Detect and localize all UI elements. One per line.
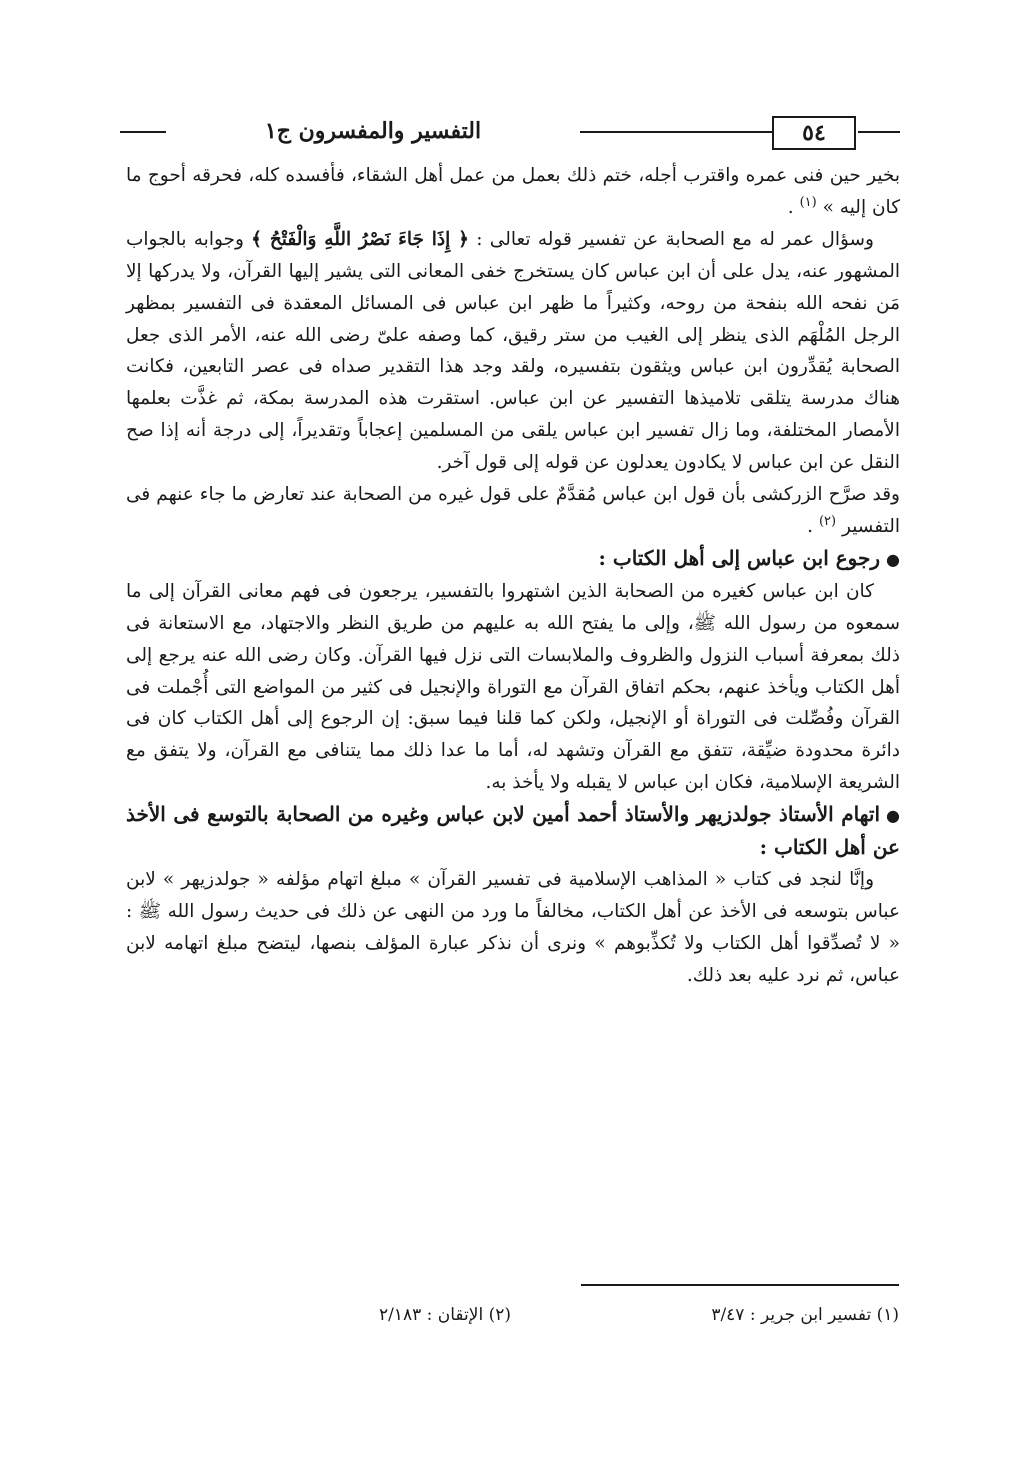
footnote-1: (١) تفسير ابن جرير : ٣/٤٧ [711, 1305, 899, 1325]
footnotes [159, 1300, 899, 1330]
paragraph-3-end: . [807, 515, 814, 537]
running-title: التفسير والمفسرون ج١ [264, 118, 482, 144]
paragraph-3-text: وقد صرَّح الزركشى بأن قول ابن عباس مُقدَّمٌ على قول غيره من الصحابة عند تعارض ما جاء عنهم فى التفسير [126, 484, 900, 537]
section-heading-1 [126, 543, 900, 576]
paragraph-1-text: بخير حين فنى عمره واقترب أجله، ختم ذلك بعمل من عمل أهل الشقاء، فأفسده كله، فحرقه أحوج ما كان إليه » [126, 165, 900, 218]
paragraph-2-rest: وجوابه بالجواب المشهور عنه، يدل على أن ابن عباس كان يستخرج خفى المعانى التى يشير إليها القرآن، ولا يدركها إلا مَن نفحه الله بنفحة من روحه، وكثيراً ما ظهر ابن عباس فى المسائل المعقدة فى التفسير بمظهر الرجل المُلْهَم الذى ينظر إلى الغيب من ستر رقيق، كما وصفه علىّ رضى الله عنه، الأمر الذى جعل الصحابة يُقدِّرون ابن عباس ويثقون بتفسيره، ولقد وجد هذا التقدير صداه فى عصر التابعين، فكانت هناك مدرسة يتلقى تلاميذها التفسير عن ابن عباس. استقرت هذه المدرسة بمكة، ثم غذَّت بعلمها الأمصار المختلفة، وما زال تفسير ابن عباس يلقى من المسلمين إعجاباً وتقديراً، إلى درجة أنه إذا صح النقل عن ابن عباس لا يكادون يعدلون عن قوله إلى قول آخر. [126, 228, 900, 474]
paragraph-1-end: . [787, 196, 794, 218]
paragraph-1 [126, 160, 900, 224]
header-rule-right [858, 131, 900, 133]
paragraph-2 [126, 224, 900, 479]
paragraph-2-start: وسؤال عمر له مع الصحابة عن تفسير قوله تعالى : [476, 228, 874, 250]
section-heading-1-text: رجوع ابن عباس إلى أهل الكتاب : [598, 545, 881, 570]
footnote-ref-2: (٢) [818, 513, 837, 529]
footnote-divider [581, 1284, 899, 1286]
section-heading-2 [126, 799, 900, 864]
bullet-icon: ● [886, 549, 900, 569]
bullet-icon: ● [886, 806, 900, 826]
page-number: ٥٤ [772, 116, 856, 150]
footnote-ref-1: (١) [799, 194, 817, 210]
section-heading-2-text: اتهام الأستاذ جولدزيهر والأستاذ أحمد أمين لابن عباس وغيره من الصحابة بالتوسع فى الأخذ عن أهل الكتاب : [126, 802, 900, 860]
page-header [120, 112, 900, 152]
header-rule-middle [580, 131, 774, 133]
quran-verse: ﴿ إِذَا جَاءَ نَصْرُ اللَّهِ وَالْفَتْحُ ﴾ [251, 228, 469, 250]
paragraph-5: وإنَّا لنجد فى كتاب « المذاهب الإسلامية فى تفسير القرآن » مبلغ اتهام مؤلفه « جولدزيهر » لابن عباس بتوسعه فى الأخذ عن أهل الكتاب، مخالفاً ما ورد من النهى عن ذلك فى حديث رسول الله ﷺ : « لا تُصدِّقوا أهل الكتاب ولا تُكذِّبوهم » ونرى أن نذكر عبارة المؤلف بنصها، ليتضح مبلغ اتهامه لابن عباس، ثم نرد عليه بعد ذلك. [126, 868, 900, 986]
page-body [126, 160, 900, 992]
header-rule-left [120, 131, 166, 133]
footnote-2: (٢) الإتقان : ٢/١٨٣ [378, 1305, 511, 1325]
paragraph-3 [126, 479, 900, 543]
paragraph-4: كان ابن عباس كغيره من الصحابة الذين اشتهروا بالتفسير، يرجعون فى فهم معانى القرآن إلى ما سمعوه من رسول الله ﷺ، وإلى ما يفتح الله به عليهم من طريق النظر والاجتهاد، مع الاستعانة فى ذلك بمعرفة أسباب النزول والظروف والملابسات التى نزل فيها القرآن. وكان رضى الله عنه يرجع إلى أهل الكتاب ويأخذ عنهم، بحكم اتفاق القرآن مع التوراة والإنجيل فى كثير من المواضع التى أُجْملت فى القرآن وفُصِّلت فى التوراة أو الإنجيل، ولكن كما قلنا فيما سبق: إن الرجوع إلى أهل الكتاب كان فى دائرة محدودة ضيِّقة، تتفق مع القرآن وتشهد له، أما ما عدا ذلك مما يتنافى مع القرآن، ولا يتفق مع الشريعة الإسلامية، فكان ابن عباس لا يقبله ولا يأخذ به. [126, 580, 900, 794]
